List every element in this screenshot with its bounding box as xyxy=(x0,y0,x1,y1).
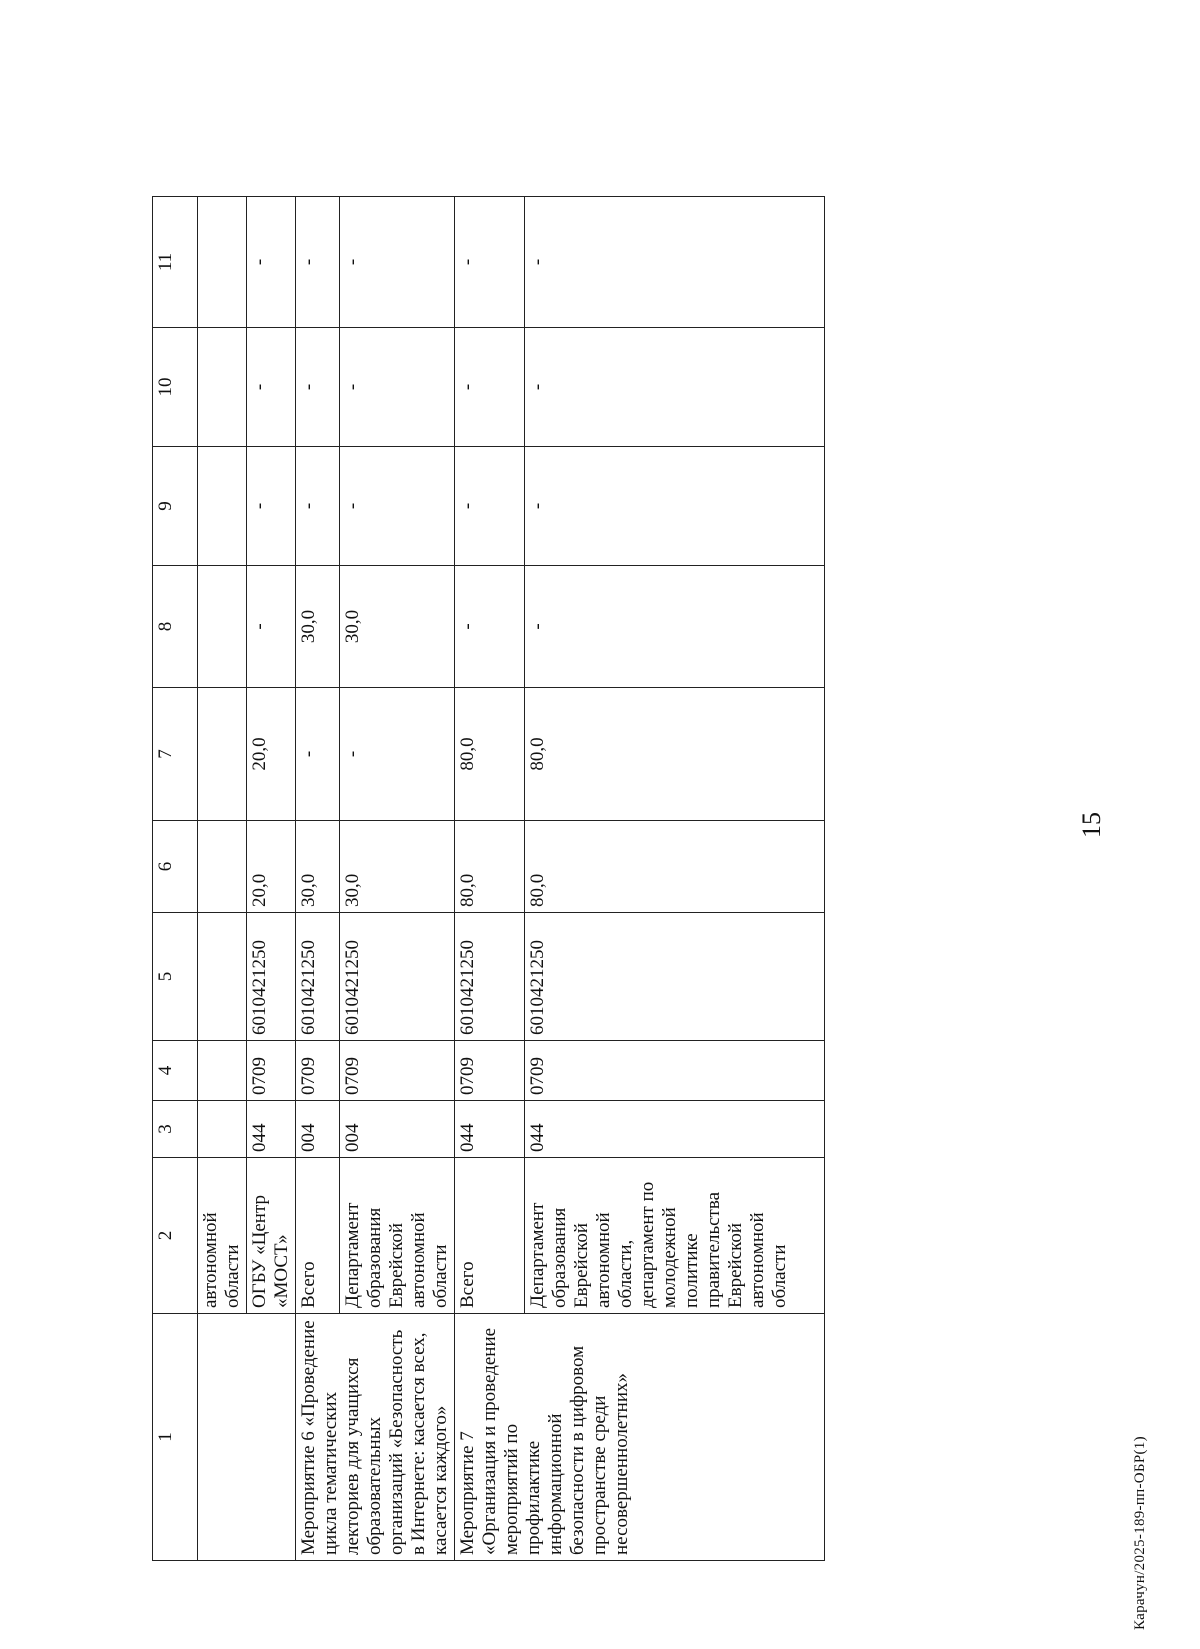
value-cell: 30,0 xyxy=(340,566,455,688)
value-cell: - xyxy=(340,328,455,447)
target-cell: 6010421250 xyxy=(247,913,296,1041)
target-cell: 6010421250 xyxy=(296,913,340,1041)
value-cell: - xyxy=(525,566,825,688)
header-cell: 2 xyxy=(153,1158,198,1314)
header-cell: 1 xyxy=(153,1314,198,1561)
value-cell: - xyxy=(525,328,825,447)
section-cell: 0709 xyxy=(296,1041,340,1101)
target-cell: 6010421250 xyxy=(525,913,825,1041)
value-cell: - xyxy=(525,197,825,328)
target-cell: 6010421250 xyxy=(455,913,525,1041)
value-cell: 30,0 xyxy=(296,566,340,688)
header-cell: 10 xyxy=(153,328,198,447)
value-cell: 30,0 xyxy=(340,821,455,913)
budget-table xyxy=(152,196,825,1561)
header-cell: 11 xyxy=(153,197,198,328)
section-cell xyxy=(198,1041,247,1101)
value-cell: - xyxy=(455,328,525,447)
table-row xyxy=(296,197,340,1561)
header-cell: 8 xyxy=(153,566,198,688)
value-cell: - xyxy=(296,688,340,821)
value-cell: - xyxy=(525,447,825,566)
value-cell: 80,0 xyxy=(525,688,825,821)
value-cell: - xyxy=(340,447,455,566)
event-cell: Мероприятие 6 «Проведение цикла тематических лекториев для учащихся образовательных организаций «Безопасность в Интернете: касается всех, касается каждого» xyxy=(296,1314,455,1561)
header-cell: 7 xyxy=(153,688,198,821)
executor-cell: Департамент образования Еврейской автономной области, департамент по молодежной политике правительства Еврейской автономной области xyxy=(525,1158,825,1314)
executor-cell: Всего xyxy=(455,1158,525,1314)
value-cell: - xyxy=(296,197,340,328)
value-cell: 30,0 xyxy=(296,821,340,913)
value-cell xyxy=(198,821,247,913)
executor-cell: Департамент образования Еврейской автономной области xyxy=(340,1158,455,1314)
code-cell: 004 xyxy=(296,1101,340,1158)
value-cell: - xyxy=(247,197,296,328)
value-cell: 80,0 xyxy=(455,688,525,821)
value-cell: 80,0 xyxy=(525,821,825,913)
header-row xyxy=(153,197,198,1561)
value-cell: - xyxy=(247,566,296,688)
code-cell: 004 xyxy=(340,1101,455,1158)
value-cell xyxy=(198,688,247,821)
executor-cell: автономной области xyxy=(198,1158,247,1314)
value-cell: - xyxy=(340,197,455,328)
value-cell: 20,0 xyxy=(247,821,296,913)
value-cell: - xyxy=(455,566,525,688)
value-cell: - xyxy=(455,447,525,566)
header-cell: 6 xyxy=(153,821,198,913)
section-cell: 0709 xyxy=(525,1041,825,1101)
footer-doc-code: Карачун/2025-189-пп-ОБР(1) xyxy=(1132,1436,1148,1630)
value-cell xyxy=(198,566,247,688)
table-row xyxy=(198,197,247,1561)
value-cell: - xyxy=(455,197,525,328)
value-cell: 80,0 xyxy=(455,821,525,913)
header-cell: 9 xyxy=(153,447,198,566)
code-cell: 044 xyxy=(247,1101,296,1158)
value-cell xyxy=(198,447,247,566)
value-cell: - xyxy=(247,328,296,447)
header-cell: 5 xyxy=(153,913,198,1041)
value-cell xyxy=(198,197,247,328)
target-cell: 6010421250 xyxy=(340,913,455,1041)
section-cell: 0709 xyxy=(340,1041,455,1101)
header-cell: 4 xyxy=(153,1041,198,1101)
code-cell xyxy=(198,1101,247,1158)
page-number: 15 xyxy=(1077,812,1106,838)
executor-cell: ОГБУ «Центр «МОСТ» xyxy=(247,1158,296,1314)
section-cell: 0709 xyxy=(247,1041,296,1101)
value-cell: - xyxy=(296,328,340,447)
target-cell xyxy=(198,913,247,1041)
header-cell: 3 xyxy=(153,1101,198,1158)
code-cell: 044 xyxy=(525,1101,825,1158)
value-cell: - xyxy=(340,688,455,821)
executor-cell: Всего xyxy=(296,1158,340,1314)
event-cell: Мероприятие 7 «Организация и проведение мероприятий по профилактике информационной безопасности в цифровом пространстве среди несовершеннолетних» xyxy=(455,1314,825,1561)
value-cell: 20,0 xyxy=(247,688,296,821)
section-cell: 0709 xyxy=(455,1041,525,1101)
value-cell: - xyxy=(247,447,296,566)
value-cell: - xyxy=(296,447,340,566)
table-row xyxy=(455,197,525,1561)
code-cell: 044 xyxy=(455,1101,525,1158)
event-cell xyxy=(198,1314,296,1561)
value-cell xyxy=(198,328,247,447)
